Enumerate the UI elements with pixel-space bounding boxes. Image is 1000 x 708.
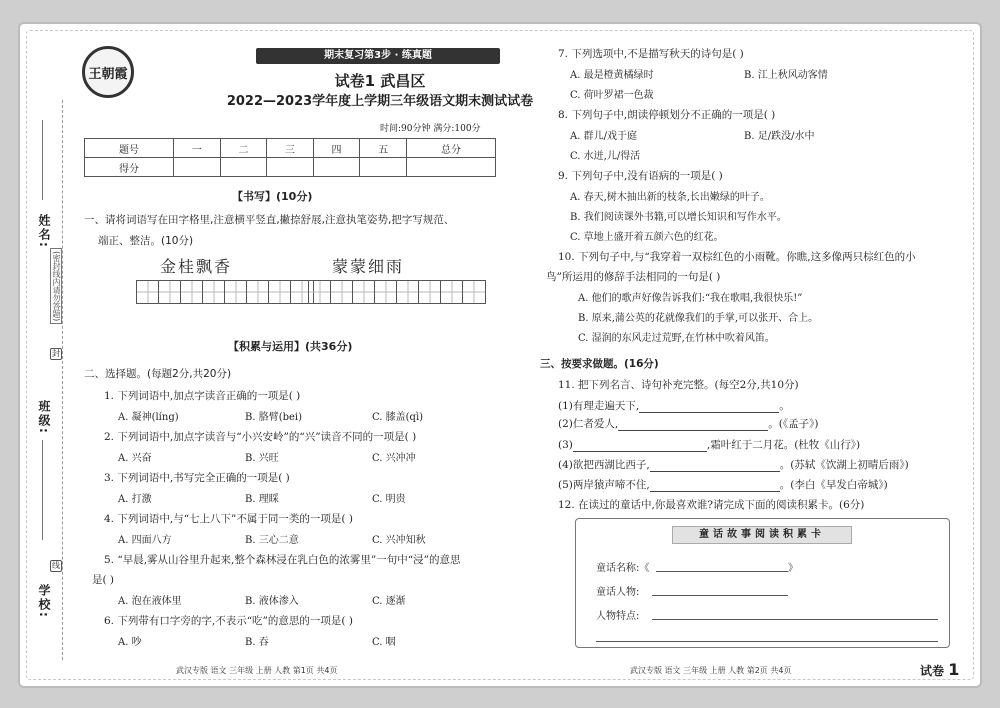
name-label: 姓名:	[37, 214, 51, 249]
option-a[interactable]: A. 泡在液体里	[118, 596, 182, 607]
score-header: 一	[173, 139, 220, 158]
seal-note: (密封线内请勿答题)	[50, 248, 62, 324]
question-stem: 5. “早晨,雾从山谷里升起来,整个森林浸在乳白色的浓雾里”一句中“浸”的意思	[104, 554, 461, 566]
section3-heading: 三、按要求做题。(16分)	[540, 358, 659, 370]
q1-line1: 一、请将词语写在田字格里,注意横平竖直,撇捺舒展,注意执笔姿势,把字写规范、	[84, 214, 455, 226]
card-people-label: 童话人物:	[596, 587, 640, 598]
accumulate-heading: 【积累与运用】(共36分)	[228, 340, 353, 353]
fill-prefix: (4)欲把西湖比西子,	[558, 459, 650, 471]
tianzige-grid-2[interactable]	[308, 280, 486, 304]
fill-suffix: 。	[779, 400, 790, 412]
option-a[interactable]: A. 他们的歌声好像告诉我们:“我在歌唱,我很快乐!”	[578, 293, 803, 304]
option-a[interactable]: A. 四面八方	[118, 535, 172, 546]
paper-badge	[920, 660, 959, 679]
badge-text: 试卷	[920, 664, 945, 678]
paper-subtitle: 2022—2023学年度上学期三年级语文期末测试试卷	[226, 94, 534, 109]
writing-heading: 【书写】(10分)	[232, 190, 313, 203]
fill-prefix: (5)两岸猿声啼不住,	[558, 479, 650, 491]
fill-suffix: 。(苏轼《饮湖上初晴后雨》)	[779, 459, 909, 471]
option-b[interactable]: B. 兴旺	[245, 453, 279, 464]
question-stem-cont: 鸟”所运用的修辞手法相同的一句是( )	[546, 271, 721, 283]
footer-left: 武汉专版 语文 三年级 上册 人教 第1页 共4页	[176, 666, 338, 675]
question-stem: 4. 下列词语中,与“七上八下”不属于同一类的一项是( )	[104, 513, 353, 525]
option-a[interactable]: A. 吵	[118, 637, 142, 648]
fill-prefix: (2)仁者爱人,	[558, 418, 619, 430]
badge-number: 1	[948, 660, 960, 679]
tianzige-grid-1[interactable]	[136, 280, 314, 304]
score-header-row	[85, 139, 496, 158]
option-c[interactable]: C. 兴冲知秋	[372, 535, 426, 546]
score-row-label: 得分	[85, 158, 174, 177]
class-label: 班级:	[37, 400, 51, 435]
option-c[interactable]: C. 明贵	[372, 494, 406, 505]
score-header: 三	[267, 139, 314, 158]
option-b[interactable]: B. 江上秋风动客情	[744, 70, 828, 81]
option-c[interactable]: C. 膝盖(qì)	[372, 412, 424, 423]
question-stem: 6. 下列带有口字旁的字,不表示“吃”的意思的一项是( )	[104, 615, 353, 627]
option-b[interactable]: B. 吞	[245, 637, 269, 648]
question-stem: 8. 下列句子中,朗读停顿划分不正确的一项是( )	[558, 109, 776, 121]
q12-stem: 12. 在读过的童话中,你最喜欢谁?请完成下面的阅读积累卡。(6分)	[558, 499, 865, 511]
score-row	[85, 158, 496, 177]
fill-prefix: (3)	[558, 439, 573, 451]
option-b[interactable]: B. 原来,蒲公英的花就像我们的手掌,可以张开、合上。	[578, 313, 819, 324]
question-stem: 9. 下列句子中,没有语病的一项是( )	[558, 170, 723, 182]
option-b[interactable]: B. 足/跌没/水中	[744, 131, 815, 142]
q2-title: 二、选择题。(每题2分,共20分)	[84, 368, 232, 380]
option-a[interactable]: A. 兴奋	[118, 453, 152, 464]
fill-5	[558, 477, 888, 492]
option-a[interactable]: A. 群儿/戏于庭	[570, 131, 637, 142]
seal-mark: 封	[52, 349, 60, 358]
fill-1	[558, 398, 790, 413]
score-table	[84, 138, 496, 177]
question-stem: 10. 下列句子中,与“我穿着一双棕红色的小雨靴。你瞧,这多像两只棕红色的小	[558, 251, 916, 263]
option-a[interactable]: A. 春天,树木抽出新的枝条,长出嫩绿的叶子。	[570, 192, 770, 203]
fill-blank[interactable]	[650, 462, 780, 472]
question-stem-cont: 是( )	[92, 574, 115, 586]
fill-blank[interactable]	[650, 482, 780, 492]
publisher-logo: 王朝霞	[82, 46, 134, 98]
fill-4	[558, 457, 909, 472]
school-label: 学校:	[37, 584, 51, 619]
fill-suffix: 。(李白《早发白帝城》)	[779, 479, 888, 491]
card-trait-line-2[interactable]	[596, 641, 938, 642]
option-c[interactable]: C. 兴冲冲	[372, 453, 416, 464]
option-b[interactable]: B. 理睬	[245, 494, 279, 505]
option-b[interactable]: B. 三心二意	[245, 535, 299, 546]
score-cell[interactable]	[173, 158, 220, 177]
q11-stem: 11. 把下列名言、诗句补充完整。(每空2分,共10分)	[558, 379, 799, 391]
seal-dashed-line	[62, 100, 63, 660]
score-cell[interactable]	[220, 158, 267, 177]
word-2: 蒙蒙细雨	[332, 257, 405, 276]
option-b[interactable]: B. 我们阅读课外书籍,可以增长知识和写作水平。	[570, 212, 787, 223]
card-name-label: 童话名称:《	[596, 563, 650, 574]
line-mark: 线	[52, 561, 60, 570]
score-cell[interactable]	[313, 158, 360, 177]
option-c[interactable]: C. 水迸,儿/得活	[570, 151, 641, 162]
paper-title: 试卷1 武昌区	[334, 72, 426, 90]
score-cell[interactable]	[406, 158, 495, 177]
fill-blank[interactable]	[639, 403, 779, 413]
review-banner: 期末复习第3步 · 练真题	[256, 48, 500, 64]
card-name-close: 》	[788, 563, 798, 574]
fill-prefix: (1)有理走遍天下,	[558, 400, 640, 412]
q1-line2: 端正、整洁。(10分)	[98, 235, 194, 247]
fill-blank[interactable]	[573, 442, 707, 452]
question-stem: 7. 下列选项中,不是描写秋天的诗句是( )	[558, 48, 744, 60]
reading-card	[575, 518, 950, 648]
footer-right: 武汉专版 语文 三年级 上册 人教 第2页 共4页	[630, 666, 792, 675]
score-header: 总分	[406, 139, 495, 158]
fill-suffix: ,霜叶红于二月花。(杜牧《山行》)	[706, 439, 861, 451]
score-header: 四	[313, 139, 360, 158]
option-c[interactable]: C. 荷叶罗裙一色裁	[570, 90, 654, 101]
binding-strip	[30, 200, 70, 640]
option-a[interactable]: A. 凝神(líng)	[118, 412, 179, 423]
option-a[interactable]: A. 最是橙黄橘绿时	[570, 70, 654, 81]
fill-blank[interactable]	[618, 421, 768, 431]
card-trait-label: 人物特点:	[596, 611, 640, 622]
score-header: 五	[360, 139, 407, 158]
option-a[interactable]: A. 打激	[118, 494, 152, 505]
score-cell[interactable]	[267, 158, 314, 177]
fill-2	[558, 416, 818, 431]
fill-3	[558, 437, 860, 452]
option-c[interactable]: C. 逐渐	[372, 596, 406, 607]
option-c[interactable]: C. 湿润的东风走过荒野,在竹林中吹着风笛。	[578, 333, 775, 344]
score-cell[interactable]	[360, 158, 407, 177]
card-name-line[interactable]	[656, 571, 788, 572]
fill-suffix: 。(《孟子》)	[768, 418, 819, 430]
question-stem: 2. 下列词语中,加点字读音与“小兴安岭”的“兴”读音不同的一项是( )	[104, 431, 417, 443]
question-stem: 1. 下列词语中,加点字读音正确的一项是( )	[104, 390, 301, 402]
score-header: 题号	[85, 139, 174, 158]
score-header: 二	[220, 139, 267, 158]
time-info: 时间:90分钟 满分:100分	[380, 124, 481, 134]
option-b[interactable]: B. 胳臂(bei)	[245, 412, 303, 423]
option-c[interactable]: C. 咽	[372, 637, 396, 648]
card-title: 童话故事阅读积累卡	[672, 526, 852, 544]
option-b[interactable]: B. 液体渗入	[245, 596, 299, 607]
question-stem: 3. 下列词语中,书写完全正确的一项是( )	[104, 472, 290, 484]
card-trait-line[interactable]	[652, 619, 938, 620]
card-people-line[interactable]	[652, 595, 788, 596]
word-1: 金桂飘香	[160, 257, 233, 276]
option-c[interactable]: C. 草地上盛开着五颜六色的红花。	[570, 232, 724, 243]
